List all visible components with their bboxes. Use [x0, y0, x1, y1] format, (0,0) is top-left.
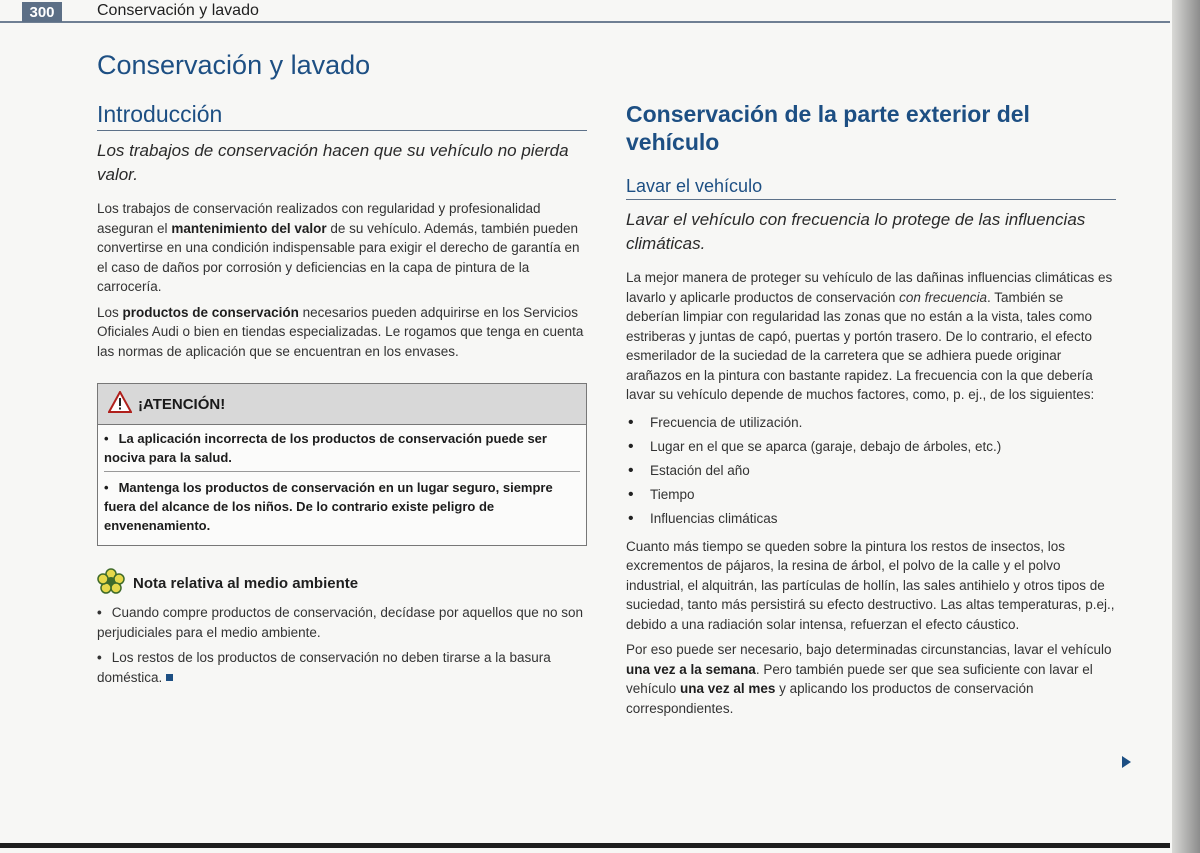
intro-heading: Introducción: [97, 100, 587, 131]
left-column: [97, 100, 587, 693]
wash-lead: Lavar el vehículo con frecuencia lo protege de las influencias climáticas.: [626, 210, 1086, 253]
intro-paragraph-1: Los trabajos de conservación realizados con regularidad y profesionalidad aseguran el mantenimiento del valor de su vehículo. Además, también pueden convertirse en una condición indispensable para exigir el derecho de garantía en el caso de daños por corrosión y deficiencias en la capa de pintura de la carrocería.: [97, 201, 580, 294]
bottom-rule: [0, 843, 1170, 848]
warning-box: [97, 383, 587, 546]
warning-body: [98, 425, 586, 545]
wash-factor-list: [626, 411, 1116, 531]
page-number: 300: [22, 2, 62, 22]
wash-subheading: Lavar el vehículo: [626, 176, 1116, 200]
list-item: • Tiempo: [626, 483, 1116, 507]
flower-icon: [97, 568, 125, 599]
environment-item: • Cuando compre productos de conservación, decídase por aquellos que no son perjudiciales para el medio ambiente.: [97, 605, 584, 640]
list-item: • Lugar en el que se aparca (garaje, debajo de árboles, etc.): [626, 435, 1116, 459]
running-title: Conservación y lavado: [97, 2, 259, 19]
environment-note-header: [97, 568, 587, 599]
warning-triangle-icon: [108, 391, 132, 418]
page-edge: [1172, 0, 1200, 853]
exterior-heading: Conservación de la parte exterior del vehículo: [626, 101, 1030, 155]
list-item: • Influencias climáticas: [626, 507, 1116, 531]
warning-item: • Mantenga los productos de conservación en un lugar seguro, siempre fuera del alcance de los niños. De lo contrario existe peligro de envenenamiento.: [104, 480, 553, 533]
section-end-mark: [166, 674, 173, 681]
list-item: • Estación del año: [626, 459, 1116, 483]
wash-paragraph-2: Cuanto más tiempo se queden sobre la pintura los restos de insectos, los excrementos de pájaros, la resina de árbol, el polvo de la calle y el polvo industrial, el alquitrán, las partículas de hollín, las sales antihielo y otros tipos de suciedad, tanto más persistirá su efecto destructivo. Las altas temperaturas, p.ej., debido a una radiación solar intensa, refuerzan el efecto cáustico.: [626, 538, 1115, 632]
warning-header: [98, 384, 586, 425]
intro-paragraph-2: Los productos de conservación necesarios pueden adquirirse en los Servicios Oficiales Audi o bien en tiendas especializadas. Le rogamos que tenga en cuenta las normas de aplicación que se encuentran en los envases.: [97, 304, 584, 359]
warning-title: ¡ATENCIÓN!: [138, 395, 226, 413]
environment-item: • Los restos de los productos de conservación no deben tirarse a la basura doméstica.: [97, 650, 551, 685]
header-rule: [0, 21, 1170, 23]
wash-paragraph-3: Por eso puede ser necesario, bajo determinadas circunstancias, lavar el vehículo una vez a la semana. Pero también puede ser que sea suficiente con lavar el vehículo una vez al mes y aplicando los productos de conservación correspondientes.: [626, 642, 1112, 716]
right-column: [626, 100, 1116, 724]
page-title: Conservación y lavado: [97, 50, 371, 80]
list-item: • Frecuencia de utilización.: [626, 411, 1116, 435]
warning-item: • La aplicación incorrecta de los productos de conservación puede ser nociva para la salud.: [104, 429, 580, 472]
environment-note-title: Nota relativa al medio ambiente: [133, 575, 359, 592]
continue-arrow-icon: [1122, 756, 1131, 768]
wash-paragraph-1: La mejor manera de proteger su vehículo de las dañinas influencias climáticas es lavarlo y aplicarle productos de conservación con frecuencia. También se deberían limpiar con regularidad las zonas que no están a la vista, tales como estriberas y juntas de capó, puertas y portón trasero. De lo contrario, el efecto esmerilador de la suciedad de la carretera que se adhiera puede originar arañazos en la pintura con bastante rapidez. La frecuencia con la que debería lavar su vehículo depende de muchos factores, como, p. ej., de los siguientes:: [626, 270, 1113, 402]
intro-lead: Los trabajos de conservación hacen que su vehículo no pierda valor.: [97, 141, 569, 184]
